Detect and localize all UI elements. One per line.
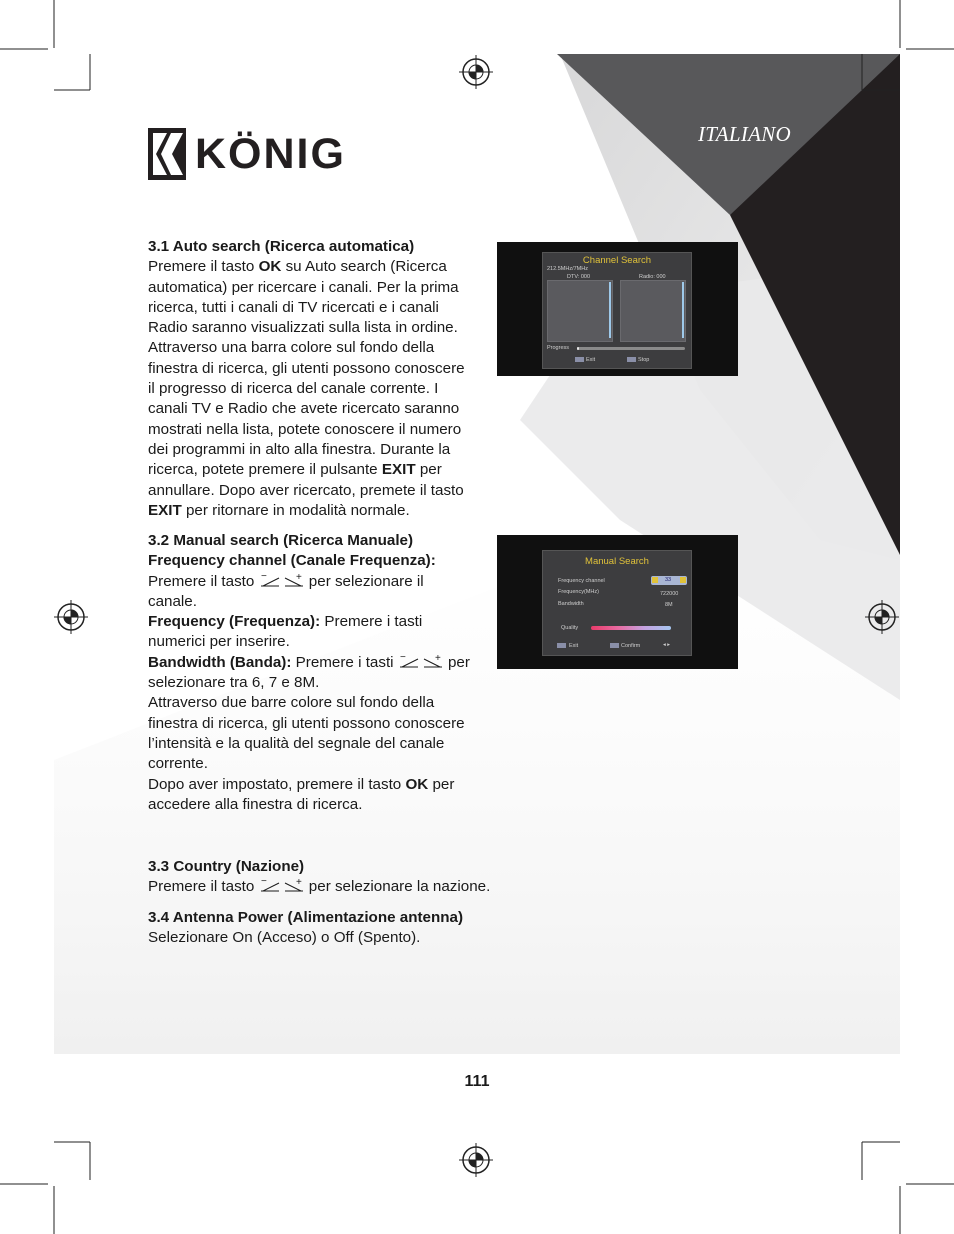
body-line: ricerca, tutti i canali di TV ricercati e i canali [148, 298, 439, 316]
manual-search-panel [542, 550, 692, 656]
confirm-hint: Confirm [621, 643, 641, 649]
section-body [148, 928, 528, 948]
konig-logo [147, 127, 357, 181]
body-line: Bandwidth (Banda): Premere i tasti − + per [148, 652, 470, 671]
svg-text:+: + [295, 571, 302, 583]
section-antenna-power [148, 908, 528, 949]
section-body [148, 257, 508, 521]
svg-text:+: + [434, 652, 441, 664]
progress-fill [577, 347, 579, 350]
bandwidth-label: Bandwidth [558, 601, 584, 607]
channel-search-panel [542, 252, 692, 369]
arrow-right-icon [680, 577, 686, 583]
minus-plus-keys-icon [259, 572, 305, 588]
section-heading: 3.1 Auto search (Ricerca automatica) [148, 238, 415, 255]
body-line: Radio saranno visualizzati sulla lista in ordine. [148, 319, 458, 337]
body-line: EXIT per ritornare in modalità normale. [148, 501, 410, 519]
arrow-left-icon [652, 577, 658, 583]
radio-count: Radio: 000 [639, 274, 666, 280]
frequency-channel-label: Frequency channel [558, 578, 605, 584]
navigation-arrows: ◂ ▸ [663, 642, 671, 648]
body-line: finestra di ricerca, gli utenti possono conoscere [148, 359, 465, 377]
section-auto-search [148, 237, 508, 521]
stop-hint: Stop [638, 357, 650, 363]
body-line: canale. [148, 592, 197, 610]
frequency-label: Frequency(MHz) [558, 589, 599, 595]
exit-key-icon [575, 357, 584, 362]
body-line: Frequency channel (Canale Frequenza): [148, 552, 436, 570]
exit-key-icon [557, 643, 566, 648]
body-line: Selezionare On (Acceso) o Off (Spento). [148, 929, 421, 947]
section-heading: 3.4 Antenna Power (Alimentazione antenna) [148, 909, 464, 926]
section-heading: 3.2 Manual search (Ricerca Manuale) [148, 532, 414, 549]
section-heading: 3.3 Country (Nazione) [148, 858, 305, 875]
minus-plus-keys-icon [398, 653, 444, 669]
body-line: accedere alla finestra di ricerca. [148, 795, 363, 813]
body-line: Frequency (Frequenza): Premere i tasti [148, 613, 423, 631]
section-body [148, 551, 508, 815]
minus-plus-keys-icon [259, 877, 305, 893]
stop-key-icon [627, 357, 636, 362]
body-line: Premere il tasto OK su Auto search (Ricerca [148, 258, 447, 276]
svg-text:+: + [295, 877, 302, 889]
dtv-list [547, 280, 613, 342]
progress-track [577, 347, 685, 350]
radio-list [620, 280, 686, 342]
svg-text:−: − [260, 877, 267, 888]
svg-text:−: − [399, 652, 406, 663]
progress-label: Progress [547, 345, 570, 351]
page-number: 111 [464, 1073, 490, 1090]
body-line: Premere il tasto − + per selezionare il [148, 571, 424, 590]
body-line: ricerca, potete premere il pulsante EXIT per [148, 461, 442, 479]
radio-scrollbar [682, 282, 684, 338]
brand-wordmark: KÖNIG [195, 130, 346, 178]
exit-hint: Exit [569, 643, 579, 649]
body-line: numerici per inserire. [148, 633, 290, 651]
quality-label: Quality [561, 625, 579, 631]
section-manual-search [148, 531, 508, 815]
frequency-value: 722000 [660, 591, 679, 597]
body-line: dei programmi in alto alla finestra. Durante la [148, 440, 451, 458]
body-line: corrente. [148, 755, 208, 773]
confirm-key-icon [610, 643, 619, 648]
channel-selector [651, 576, 687, 585]
exit-hint: Exit [586, 357, 596, 363]
manual-search-title: Manual Search [585, 556, 649, 567]
body-line: mostrati nella lista, potete conoscere il numero [148, 420, 462, 438]
bandwidth-value: 8M [665, 602, 673, 608]
channel-value: 33 [665, 577, 672, 583]
body-line: l’intensità e la qualità del segnale del canale [148, 734, 445, 752]
body-line: finestra di ricerca, gli utenti possono conoscere [148, 714, 465, 732]
body-line: automatica) per ricercare i canali. Per la prima [148, 278, 459, 296]
dtv-scrollbar [609, 282, 611, 338]
body-line: canali TV e Radio che avete ricercato saranno [148, 400, 460, 418]
manual-search-screenshot [497, 535, 738, 669]
channel-search-screenshot [497, 242, 738, 376]
body-line: Dopo aver impostato, premere il tasto OK per [148, 775, 455, 793]
quality-bar [591, 626, 671, 630]
language-label: ITALIANO [698, 122, 792, 146]
channel-search-title: Channel Search [582, 255, 652, 266]
body-line: Attraverso una barra colore sul fondo della [148, 339, 435, 357]
section-country [148, 857, 528, 898]
body-line: il progresso di ricerca del canale corrente. I [148, 380, 439, 398]
body-line: Attraverso due barre colore sul fondo della [148, 694, 435, 712]
frequency-readout: 212.5MHz/7MHz [547, 266, 588, 272]
body-line: annullare. Dopo aver ricercato, premete il tasto [148, 481, 464, 499]
svg-text:−: − [260, 571, 267, 582]
dtv-count: DTV: 000 [567, 274, 591, 280]
section-body [148, 877, 528, 897]
body-line: Premere il tasto − + per selezionare la nazione. [148, 877, 491, 896]
body-line: selezionare tra 6, 7 e 8M. [148, 674, 320, 692]
